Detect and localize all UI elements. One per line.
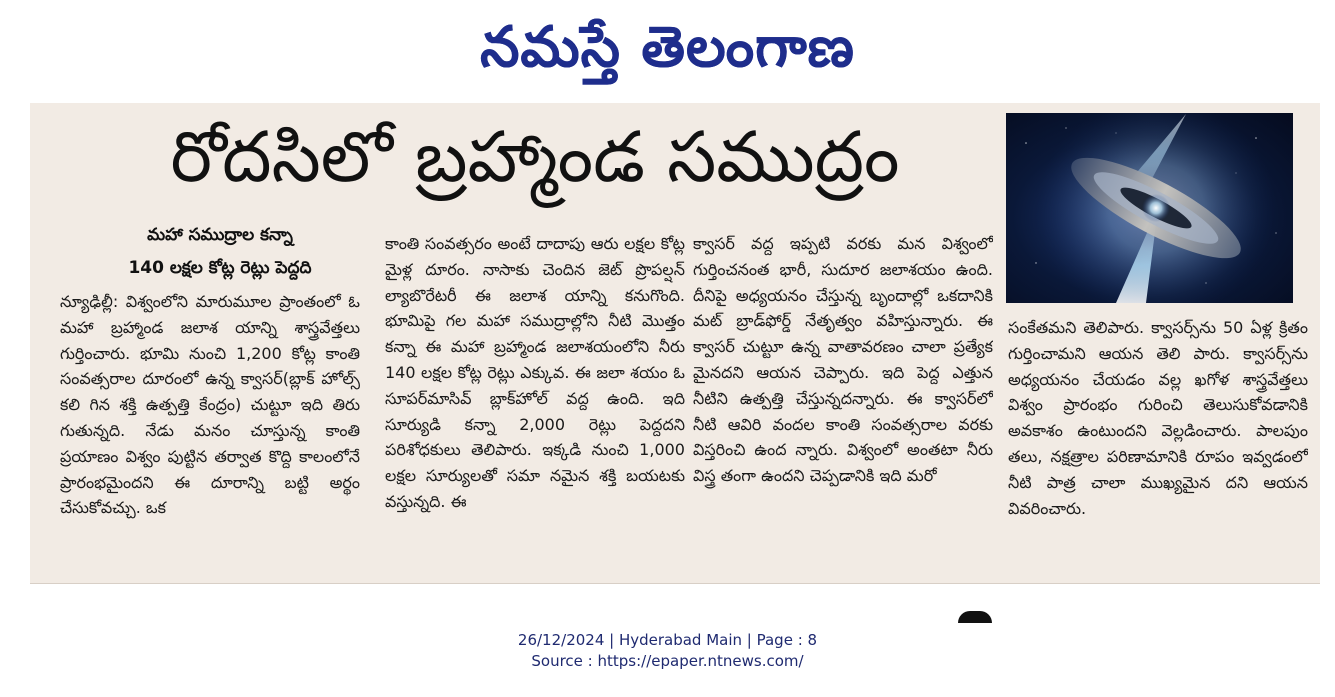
page-footer [0,630,1335,672]
quasar-illustration [1006,113,1293,303]
article-column-1: న్యూఢిల్లీ: విశ్వంలోని మారుమూల ప్రాంతంలో ఓ మహా బ్రహ్మాండ జలాశ యాన్ని శాస్త్రవేత్తలు గుర్తించారు. భూమి నుంచి 1,200 కోట్ల కాంతి సంవత్సరాల దూరంలో ఉన్న క్వాసర్(బ్లాక్ హోల్స్ కలి గిన శక్తి ఉత్పత్తి కేంద్రం) చుట్టూ ఇది తిరు గుతున్నది. నేడు మనం చూస్తున్న కాంతి ప్రయాణం విశ్వం పుట్టిన తర్వాత కొద్ది కాలంలోనే ప్రారంభమైందని ఈ దూరాన్ని బట్టి అర్థం చేసుకోవచ్చు. ఒక [60,292,360,518]
headline: రోదసిలో బ్రహ్మాండ సముద్రం [170,116,900,198]
article-column-4: సంకేతమని తెలిపారు. క్వాసర్స్‌ను 50 ఏళ్ల క్రితం గుర్తించామని ఆయన తెలి పారు. క్వాసర్స్‌ను అధ్యయనం చేయడం వల్ల ఖగోళ శాస్త్రవేత్తలు విశ్వం ప్రారంభం గురించి తెలుసుకోవడానికి అవకాశం ఉంటుందని వెల్లడించారు. పాలపుం తలు, నక్షత్రాల పరిణామానికి రూపం ఇవ్వడంలో నీటి పాత్ర చాలా ముఖ్యమైన దని ఆయన వివరించారు. [1008,318,1308,518]
source-link[interactable]: Source : https://epaper.ntnews.com/ [531,652,804,670]
quasar-image-svg [1006,113,1293,303]
article-column-2: కాంతి సంవత్సరం అంటే దాదాపు ఆరు లక్షల కోట్ల మైళ్ల దూరం. నాసాకు చెందిన జెట్ ప్రొపల్షన్ ల్యాబొరేటరీ ఈ జలాశ యాన్ని కనుగొంది. భూమిపై గల మహా సముద్రాల్లోని నీటి మొత్తం కన్నా ఈ మహా బ్రహ్మాండ జలాశయంలోని నీరు 140 లక్షల కోట్ల రెట్లు ఎక్కువ. ఈ జలా శయం ఓ సూపర్‌మాసివ్ బ్లాక్‌హోల్ వద్ద ఉంది. ఇది సూర్యుడి కన్నా 2,000 రెట్లు పెద్దదని పరిశోధకులు తెలిపారు. ఇక్కడి నుంచి 1,000 లక్షల సూర్యులతో సమా నమైన శక్తి బయటకు వస్తున్నది. ఈ [385,234,685,511]
subhead-line-2: 140 లక్షల కోట్ల రెట్లు పెద్దది [128,258,312,278]
subhead-line-1: మహా సముద్రాల కన్నా [147,225,293,245]
masthead [0,0,1335,96]
newspaper-logo: నమస్తే తెలంగాణ [480,15,855,80]
partial-graphic-fragment [958,611,992,623]
article-column-3: క్వాసర్ వద్ద ఇప్పటి వరకు మన విశ్వంలో గుర్తించనంత భారీ, సుదూర జలాశయం ఉంది. దీనిపై అధ్యయనం చేస్తున్న బృందాల్లో ఒకదానికి మట్ బ్రాడ్‌ఫోర్డ్ నేతృత్వం వహిస్తున్నారు. ఈ క్వాసర్ చుట్టూ ఉన్న వాతావరణం చాలా ప్రత్యేక మైనదని ఆయన చెప్పారు. ఇది పెద్ద ఎత్తున నీటిని ఉత్పత్తి చేస్తున్నదన్నారు. ఈ క్వాసర్‌లో నీటి ఆవిరి వందల కాంతి సంవత్సరాల వరకు విస్తరించి ఉంద న్నారు. విశ్వంలో అంతటా నీరు విస్త్ర తంగా ఉందని చెప్పడానికి ఇది మరో [693,234,993,486]
subheadline [90,219,350,285]
edition-info: 26/12/2024 | Hyderabad Main | Page : 8 [517,631,818,649]
news-clipping [30,103,1320,583]
